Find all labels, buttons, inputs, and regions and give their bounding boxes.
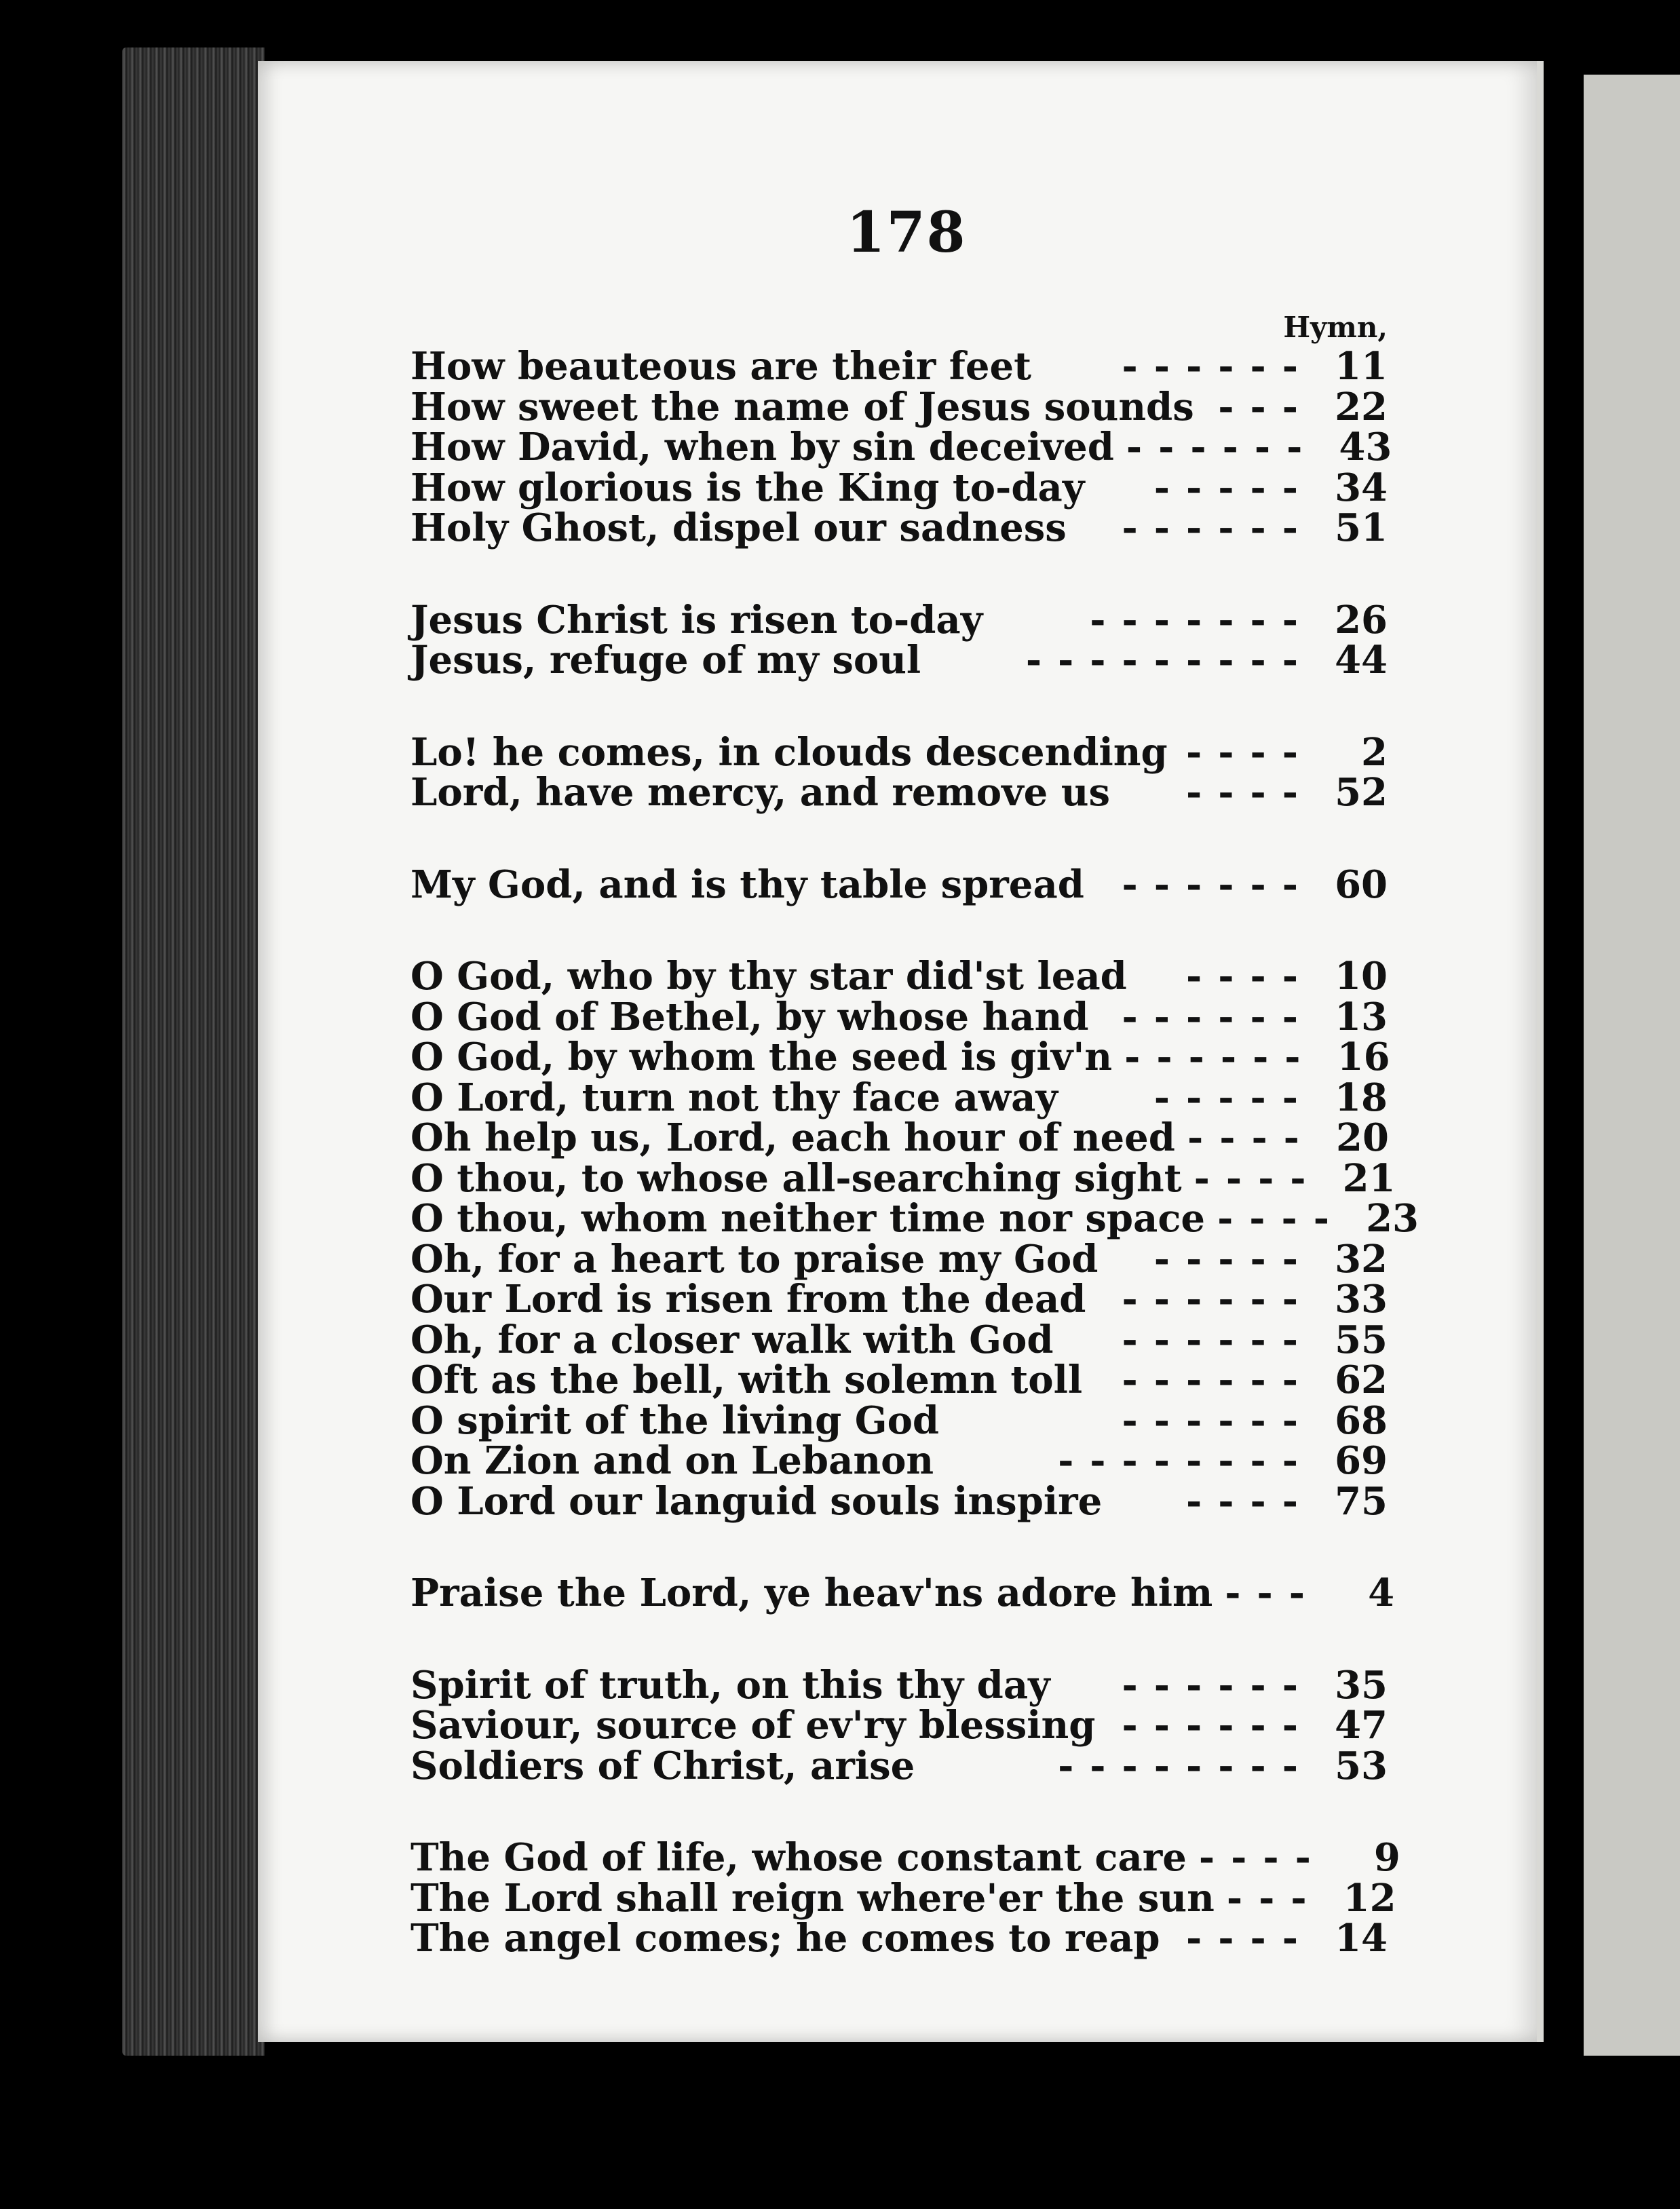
hymn-title: O God of Bethel, by whose hand xyxy=(411,994,1089,1039)
dot-leader: ---- xyxy=(1186,770,1314,815)
hymn-number: 52 xyxy=(1335,770,1388,815)
index-entry xyxy=(411,1571,1395,1615)
hymn-title: Saviour, source of ev'ry blessing xyxy=(411,1703,1096,1748)
hymn-title: O thou, to whose all-searching sight xyxy=(411,1155,1182,1201)
dot-leader: ---- xyxy=(1186,1478,1314,1524)
hymn-number: 53 xyxy=(1335,1743,1388,1788)
hymn-title: Jesus, refuge of my soul xyxy=(411,638,921,683)
hymn-title: The Lord shall reign where'er the sun xyxy=(411,1875,1215,1921)
hymn-title: Jesus Christ is risen to-day xyxy=(411,597,983,642)
hymn-title: Oft as the bell, with solemn toll xyxy=(411,1358,1083,1402)
hymn-title: The angel comes; he comes to reap xyxy=(411,1916,1160,1961)
index-group xyxy=(411,729,1388,815)
index-group xyxy=(411,597,1388,683)
dot-leader: ------ xyxy=(1122,1662,1314,1708)
hymn-title: Our Lord is risen from the dead xyxy=(411,1277,1086,1322)
dot-leader: ------ xyxy=(1122,505,1314,550)
index-entry xyxy=(411,994,1388,1039)
index-entry xyxy=(411,384,1388,429)
hymn-title: Lo! he comes, in clouds descending xyxy=(411,729,1168,775)
index-entry xyxy=(411,770,1388,815)
index-entry xyxy=(411,1155,1396,1201)
hymn-title: Praise the Lord, ye heav'ns adore him xyxy=(411,1571,1213,1615)
index-entry xyxy=(411,1916,1388,1961)
index-entry xyxy=(411,1037,1388,1078)
index-group xyxy=(411,344,1392,550)
index-entry xyxy=(411,1317,1388,1362)
hymn-number: 2 xyxy=(1361,729,1388,775)
hymn-title: O Lord our languid souls inspire xyxy=(411,1478,1103,1524)
dot-leader: ---- xyxy=(1186,729,1314,775)
hymn-number: 26 xyxy=(1335,597,1388,642)
hymn-title: Holy Ghost, dispel our sadness xyxy=(411,505,1067,550)
index-entry xyxy=(411,1662,1388,1708)
hymn-number: 20 xyxy=(1335,1115,1389,1160)
index-entry xyxy=(411,862,1388,907)
dot-leader: ------ xyxy=(1122,994,1314,1039)
dot-leader: ------- xyxy=(1090,597,1314,642)
index-entry xyxy=(411,465,1388,510)
hymn-number: 14 xyxy=(1335,1916,1388,1961)
index-entry xyxy=(411,1277,1388,1322)
dot-leader: ---- xyxy=(1198,1835,1327,1880)
index-entry xyxy=(411,1115,1389,1160)
index-entry xyxy=(411,1398,1388,1443)
dot-leader: ----- xyxy=(1153,1236,1314,1282)
hymn-number: 4 xyxy=(1368,1571,1395,1615)
hymn-title: O thou, whom neither time nor space xyxy=(411,1196,1206,1241)
index-entry xyxy=(411,344,1388,389)
hymn-number: 68 xyxy=(1335,1398,1388,1443)
dot-leader: ---- xyxy=(1217,1196,1346,1241)
dot-leader: --- xyxy=(1226,1875,1323,1921)
hymn-title: O Lord, turn not thy face away xyxy=(411,1075,1058,1120)
hymn-number: 23 xyxy=(1366,1196,1419,1241)
hymn-number: 22 xyxy=(1335,384,1388,429)
index-entry xyxy=(411,729,1388,775)
index-entry xyxy=(411,1875,1396,1921)
dot-leader: ------ xyxy=(1122,1358,1314,1402)
index-entry xyxy=(411,1075,1388,1120)
hymn-title: The God of life, whose constant care xyxy=(411,1835,1187,1880)
hymn-number: 33 xyxy=(1335,1277,1388,1322)
hymn-title: O God, by whom the seed is giv'n xyxy=(411,1035,1113,1079)
hymn-number: 44 xyxy=(1335,638,1388,683)
dot-leader: ------ xyxy=(1122,344,1314,389)
index-entry xyxy=(411,640,1388,681)
hymn-number: 69 xyxy=(1335,1438,1388,1483)
page-number: 178 xyxy=(846,200,967,265)
index-entry xyxy=(411,425,1392,469)
hymn-number: 16 xyxy=(1337,1035,1390,1079)
dot-leader: ------ xyxy=(1122,862,1314,907)
index-entry xyxy=(411,1743,1388,1788)
index-entry xyxy=(411,1835,1400,1880)
hymn-number: 35 xyxy=(1335,1662,1388,1708)
hymn-index xyxy=(411,309,1419,2011)
hymn-number: 21 xyxy=(1342,1155,1396,1201)
hymn-title: On Zion and on Lebanon xyxy=(411,1438,934,1483)
dot-leader: --- xyxy=(1218,384,1314,429)
hymn-number: 12 xyxy=(1343,1875,1396,1921)
dot-leader: ------ xyxy=(1122,1277,1314,1322)
index-group xyxy=(411,1571,1395,1615)
hymn-number: 55 xyxy=(1335,1317,1388,1362)
hymn-title: How glorious is the King to-day xyxy=(411,465,1085,510)
dot-leader: --- xyxy=(1225,1571,1322,1615)
hymn-title: How sweet the name of Jesus sounds xyxy=(411,384,1194,429)
dot-leader: -------- xyxy=(1058,1438,1314,1483)
dot-leader: ---- xyxy=(1194,1155,1322,1201)
index-entry xyxy=(411,505,1388,550)
dot-leader: ------ xyxy=(1122,1317,1314,1362)
facing-page-edge xyxy=(1574,75,1680,2056)
hymn-number: 75 xyxy=(1335,1478,1388,1524)
hymn-number: 51 xyxy=(1335,505,1388,550)
hymn-title: O God, who by thy star did'st lead xyxy=(411,954,1127,999)
hymn-number: 34 xyxy=(1335,465,1388,510)
dot-leader: ------ xyxy=(1122,1398,1314,1443)
hymn-number: 60 xyxy=(1335,862,1388,907)
dot-leader: ---- xyxy=(1186,1916,1314,1961)
hymn-number: 9 xyxy=(1373,1835,1400,1880)
hymn-number: 10 xyxy=(1335,954,1388,999)
hymn-number: 32 xyxy=(1335,1236,1388,1282)
index-group xyxy=(411,954,1419,1524)
hymn-title: O spirit of the living God xyxy=(411,1398,940,1443)
hymn-title: Lord, have mercy, and remove us xyxy=(411,770,1110,815)
hymn-column-heading: Hymn, xyxy=(1283,311,1388,344)
index-group xyxy=(411,1835,1400,1961)
dot-leader: ----- xyxy=(1153,1075,1314,1120)
hymn-number: 18 xyxy=(1335,1075,1388,1120)
index-entry xyxy=(411,1196,1419,1241)
dot-leader: ---- xyxy=(1186,954,1314,999)
dot-leader: ------ xyxy=(1126,425,1319,469)
hymn-number: 13 xyxy=(1335,994,1388,1039)
dot-leader: --------- xyxy=(1025,638,1314,683)
dot-leader: ------ xyxy=(1122,1703,1314,1748)
hymn-title: How beauteous are their feet xyxy=(411,344,1031,389)
index-group xyxy=(411,862,1388,907)
index-entry xyxy=(411,1703,1388,1748)
index-entry xyxy=(411,954,1388,999)
hymn-title: Oh, for a heart to praise my God xyxy=(411,1236,1099,1282)
hymn-title: Soldiers of Christ, arise xyxy=(411,1743,915,1788)
dot-leader: ---- xyxy=(1187,1115,1316,1160)
index-entry xyxy=(411,1360,1388,1401)
dot-leader: ------ xyxy=(1124,1035,1317,1079)
book-page-edges xyxy=(122,47,265,2056)
hymn-title: Oh, for a closer walk with God xyxy=(411,1317,1054,1362)
hymn-number: 11 xyxy=(1335,344,1388,389)
dot-leader: ----- xyxy=(1153,465,1314,510)
index-entry xyxy=(411,597,1388,642)
hymn-title: How David, when by sin deceived xyxy=(411,425,1114,469)
index-entry xyxy=(411,1438,1388,1483)
dot-leader: -------- xyxy=(1058,1743,1314,1788)
index-group xyxy=(411,1662,1388,1788)
index-entry xyxy=(411,1236,1388,1282)
hymn-title: Oh help us, Lord, each hour of need xyxy=(411,1115,1175,1160)
hymn-number: 47 xyxy=(1335,1703,1388,1748)
hymn-number: 62 xyxy=(1335,1358,1388,1402)
hymn-title: Spirit of truth, on this thy day xyxy=(411,1662,1050,1708)
index-entry xyxy=(411,1478,1388,1524)
hymn-title: My God, and is thy table spread xyxy=(411,862,1084,907)
hymn-number: 43 xyxy=(1339,425,1392,469)
